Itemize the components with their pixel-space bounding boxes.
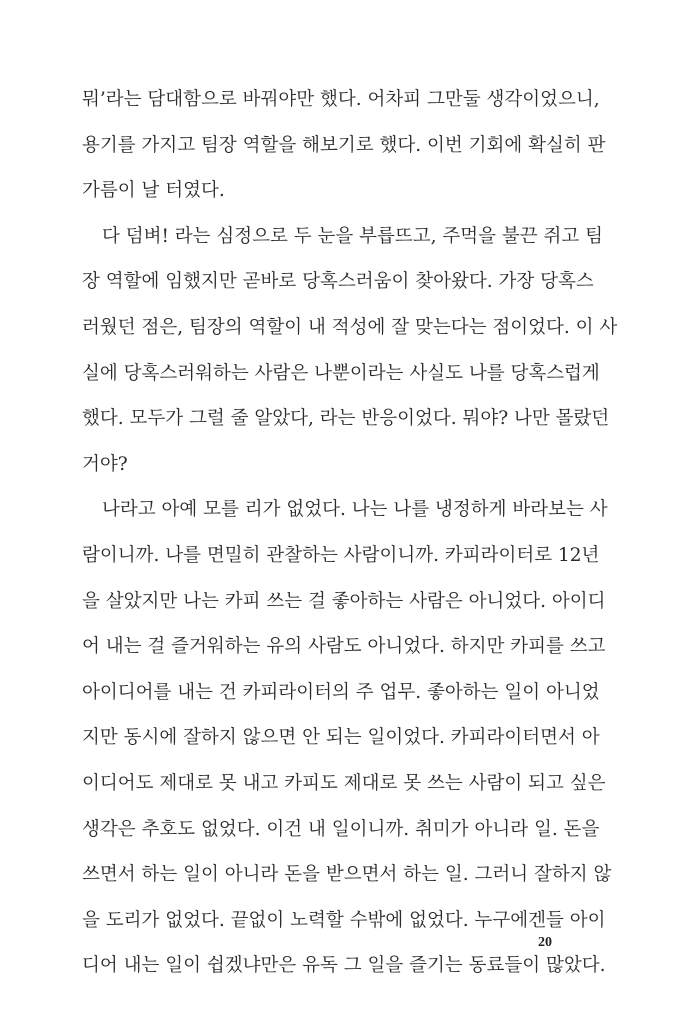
text-line: 가름이 날 터였다. <box>82 180 225 202</box>
text-line: 장 역할에 임했지만 곧바로 당혹스러움이 찾아왔다. 가장 당혹스 <box>82 271 594 293</box>
text-line: 디어 내는 일이 쉽겠냐만은 유독 그 일을 즐기는 동료들이 많았다. <box>82 955 606 977</box>
text-line: 했다. 모두가 그럴 줄 알았다, 라는 반응이었다. 뭐야? 나만 몰랐던 <box>82 408 610 430</box>
text-line: 어 내는 걸 즐거워하는 유의 사람도 아니었다. 하지만 카피를 쓰고 <box>82 636 606 658</box>
page-number: 20 <box>538 935 552 950</box>
text-line: 다 덤벼! 라는 심정으로 두 눈을 부릅뜨고, 주먹을 불끈 쥐고 팀 <box>102 225 604 247</box>
text-line: 용기를 가지고 팀장 역할을 해보기로 했다. 이번 기회에 확실히 판 <box>82 134 606 156</box>
body-text <box>82 77 618 989</box>
text-line: 뭐’라는 담대함으로 바꿔야만 했다. 어차피 그만둘 생각이었으니, <box>82 89 600 110</box>
text-line: 을 도리가 없었다. 끝없이 노력할 수밖에 없었다. 누구에겐들 아이 <box>82 909 606 931</box>
text-line: 이디어도 제대로 못 내고 카피도 제대로 못 쓰는 사람이 되고 싶은 <box>82 772 606 794</box>
text-line: 거야? <box>82 453 128 475</box>
text-line: 아이디어를 내는 건 카피라이터의 주 업무. 좋아하는 일이 아니었 <box>82 681 600 703</box>
text-line: 람이니까. 나를 면밀히 관찰하는 사람이니까. 카피라이터로 12년 <box>82 544 600 566</box>
text-line: 러웠던 점은, 팀장의 역할이 내 적성에 잘 맞는다는 점이었다. 이 사 <box>82 316 618 338</box>
text-line: 생각은 추호도 없었다. 이건 내 일이니까. 취미가 아니라 일. 돈을 <box>82 818 600 840</box>
text-line: 지만 동시에 잘하지 않으면 안 되는 일이었다. 카피라이터면서 아 <box>82 727 600 749</box>
text-line: 나라고 아예 모를 리가 없었다. 나는 나를 냉정하게 바라보는 사 <box>102 499 608 521</box>
text-line: 을 살았지만 나는 카피 쓰는 걸 좋아하는 사람은 아니었다. 아이디 <box>82 590 606 612</box>
text-line: 쓰면서 하는 일이 아니라 돈을 받으면서 하는 일. 그러니 잘하지 않 <box>82 864 612 886</box>
text-line: 실에 당혹스러워하는 사람은 나뿐이라는 사실도 나를 당혹스럽게 <box>82 362 600 384</box>
